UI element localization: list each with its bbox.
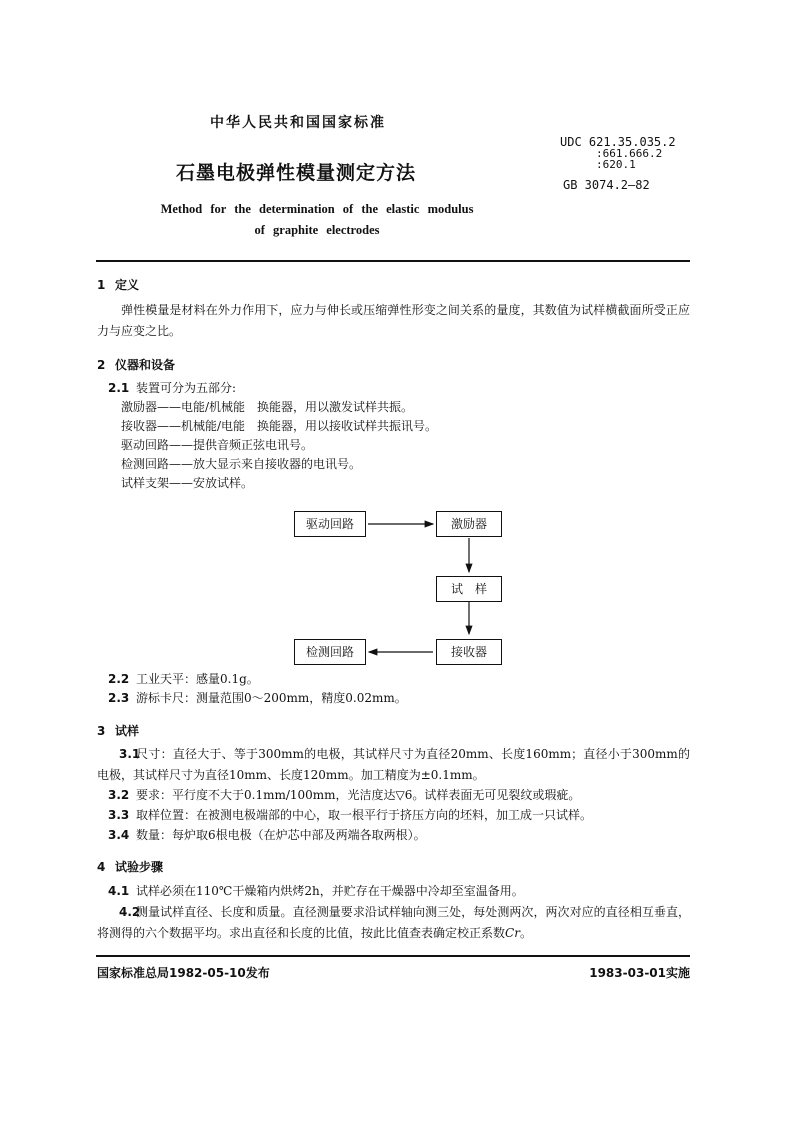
clause-number: 4.2: [119, 905, 141, 919]
english-title-line-2: of graphite electrodes: [254, 223, 380, 237]
clause-text: 取样位置：在被测电极端部的中心，取一根平行于挤压方向的坯料，加工成一只试样。: [136, 808, 593, 822]
section-1-heading: [97, 276, 139, 293]
clause-4-2: [97, 902, 690, 944]
exciter-box: 激励器: [436, 511, 502, 537]
receiver-box: 接收器: [436, 639, 502, 665]
section-number: 1: [97, 278, 106, 292]
drive-circuit-box: 驱动回路: [294, 511, 366, 537]
page-title: 石墨电极弹性模量测定方法: [176, 162, 417, 184]
udc-code: UDC 621.35.035.2: [560, 135, 676, 149]
udc-code-line-3: :620.1: [596, 158, 636, 171]
effective-date: 1983-03-01实施: [589, 966, 690, 980]
clause-text: 装置可分为五部分:: [136, 381, 237, 395]
english-title-line-1: Method for the determination of the elastic modulus: [160, 202, 474, 216]
clause-3-3: [108, 806, 592, 825]
clause-text: 试样必须在110℃干燥箱内烘烤2h，并贮存在干燥器中冷却至室温备用。: [136, 884, 524, 898]
clause-2-3: [108, 689, 407, 708]
clause-3-1: [97, 744, 690, 786]
clause-2-1: [108, 379, 236, 398]
clause-number: 4.1: [108, 884, 130, 898]
standard-type-heading: 中华人民共和国国家标准: [210, 115, 386, 131]
clause-3-4: [108, 826, 426, 845]
section-1-text: 弹性模量是材料在外力作用下，应力与伸长或压缩弹性形变之间关系的量度，其数值为试样横截面所受正应力与应变之比。: [97, 303, 690, 338]
list-item: 试样支架——安放试样。: [121, 476, 254, 490]
clause-number: 2.3: [108, 691, 130, 705]
clause-end: 。: [519, 926, 532, 940]
udc-block: [560, 136, 676, 170]
section-4-heading: [97, 858, 163, 875]
section-title: 仪器和设备: [115, 358, 176, 372]
clause-number: 3.2: [108, 788, 130, 802]
list-item: 驱动回路——提供音频正弦电讯号。: [121, 438, 314, 452]
list-item: 接收器——机械能/电能 换能器，用以接收试样共振讯号。: [121, 419, 438, 433]
clause-text: 数量：每炉取6根电极（在炉芯中部及两端各取两根）。: [136, 828, 426, 842]
gb-number: GB 3074.2—82: [563, 178, 650, 192]
section-3-heading: [97, 722, 139, 739]
footer-divider: [96, 955, 690, 957]
section-number: 3: [97, 724, 106, 738]
udc-code-line-2: :661.666.2: [596, 147, 663, 160]
list-item: 激励器——电能/机械能 换能器，用以激发试样共振。: [121, 400, 414, 414]
device-list: [121, 398, 437, 493]
clause-number: 2.2: [108, 672, 130, 686]
correction-coefficient-symbol: Cr: [505, 926, 520, 940]
clause-text: 工业天平：感量0.1g。: [136, 672, 259, 686]
section-number: 2: [97, 358, 106, 372]
clause-text: 测量试样直径、长度和质量。直径测量要求沿试样轴向测三处，每处测两次，两次对应的直径相互垂直，将测得的六个数据平均。求出直径和长度的比值，按此比值查表确定校正系数: [97, 905, 690, 940]
section-title: 定义: [115, 278, 140, 292]
block-diagram: [280, 500, 520, 675]
clause-text: 要求：平行度不大于0.1mm/100mm，光洁度达▽6。试样表面无可见裂纹或瑕疵。: [136, 788, 581, 802]
english-title: [122, 199, 512, 241]
list-item: 检测回路——放大显示来自接收器的电讯号。: [121, 457, 362, 471]
clause-3-2: [108, 786, 580, 805]
header-divider: [96, 260, 690, 262]
clause-text: 游标卡尺：测量范围0～200mm，精度0.02mm。: [136, 691, 407, 705]
section-title: 试样: [115, 724, 140, 738]
section-2-heading: [97, 356, 175, 373]
section-title: 试验步骤: [115, 860, 164, 874]
clause-2-2: [108, 670, 259, 689]
clause-number: 3.4: [108, 828, 130, 842]
detection-circuit-box: 检测回路: [294, 639, 366, 665]
sample-box: 试 样: [436, 576, 502, 602]
clause-4-1: [108, 882, 524, 901]
section-number: 4: [97, 860, 106, 874]
clause-number: 2.1: [108, 381, 130, 395]
clause-number: 3.1: [119, 747, 141, 761]
issue-date: 国家标准总局1982-05-10发布: [97, 966, 270, 980]
clause-text: 尺寸：直径大于、等于300mm的电极，其试样尺寸为直径20mm、长度160mm；直径小于300mm的电极，其试样尺寸为直径10mm、长度120mm。加工精度为±0.1mm。: [97, 747, 690, 782]
clause-number: 3.3: [108, 808, 130, 822]
